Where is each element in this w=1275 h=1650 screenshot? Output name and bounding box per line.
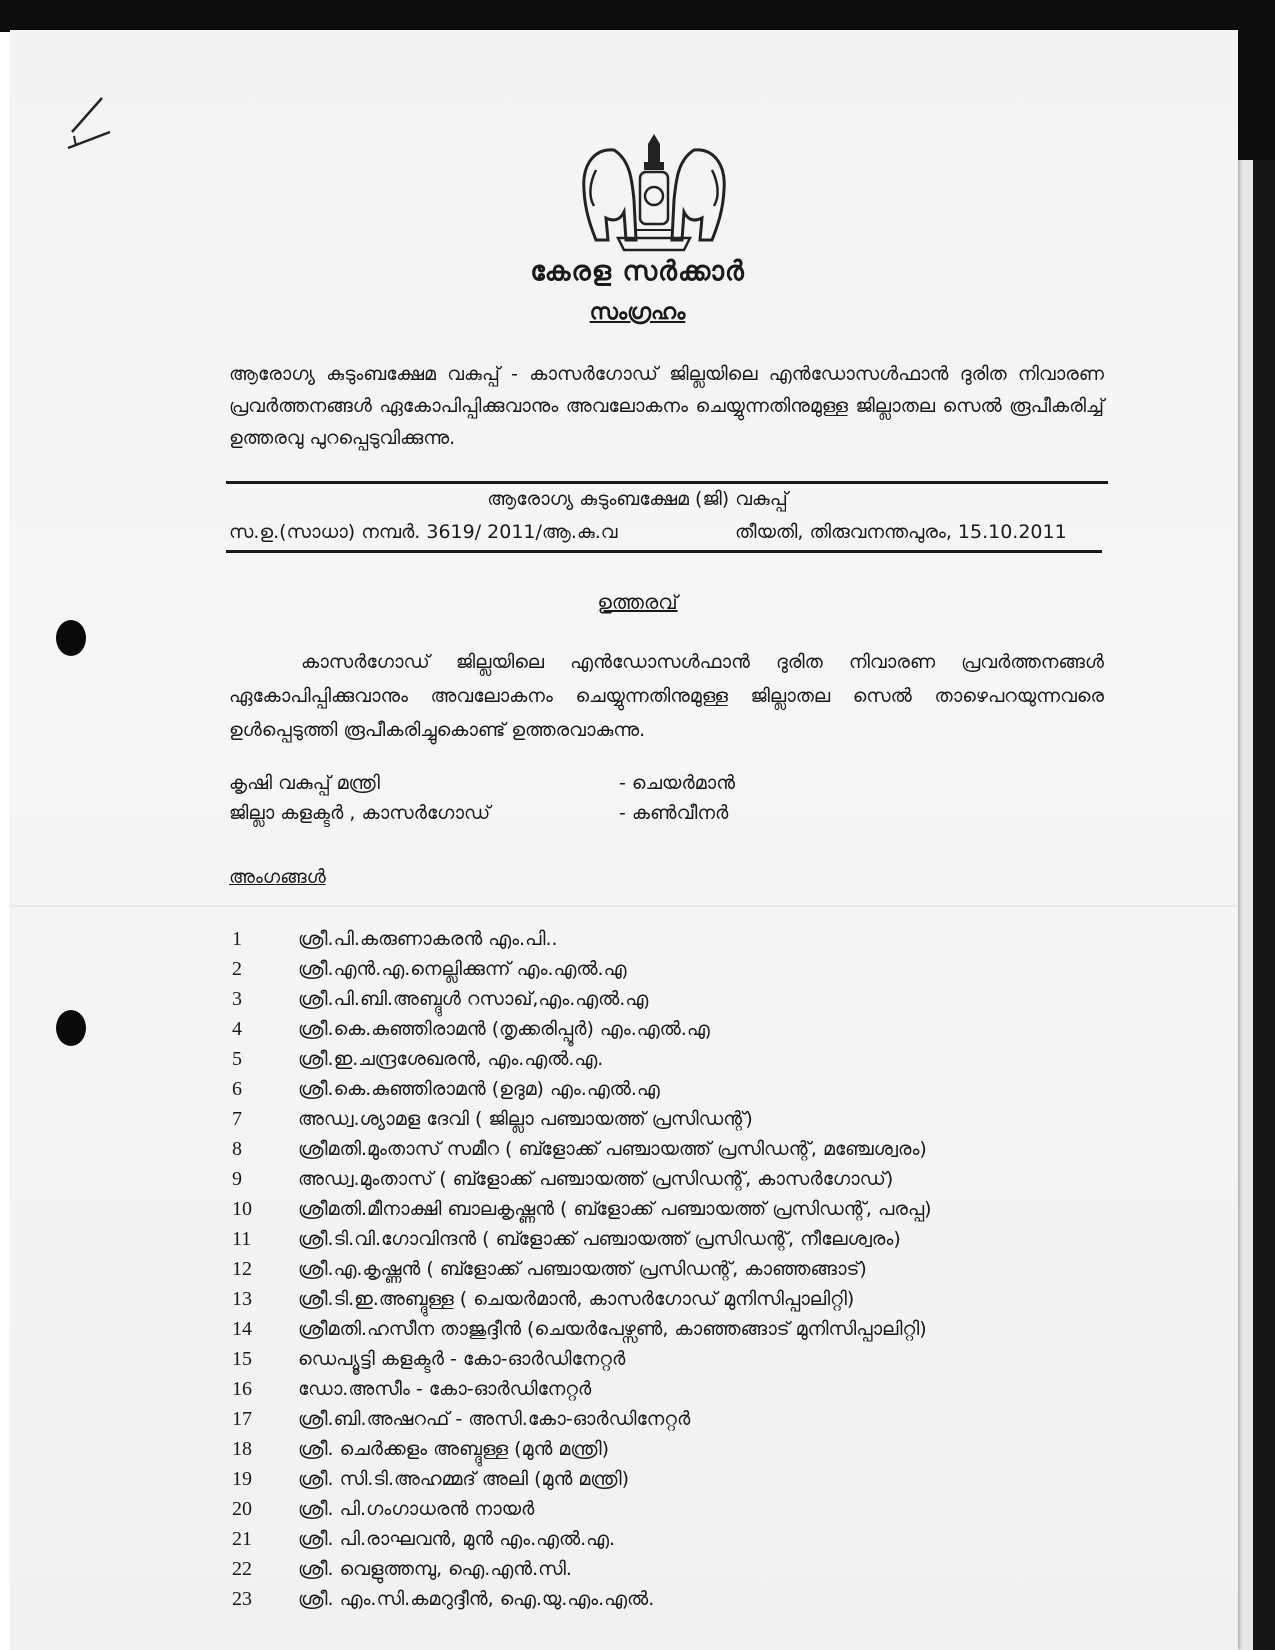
- member-number: 12: [232, 1258, 252, 1280]
- list-item: [232, 1344, 932, 1374]
- list-item: [232, 984, 932, 1014]
- department-name: ആരോഗ്യ കുടുംബക്ഷേമ (ജി) വകുപ്പ്: [487, 488, 788, 510]
- member-number: 20: [232, 1498, 252, 1520]
- abstract-heading: സംഗ്രഹം: [589, 300, 686, 325]
- paper-fold: [10, 905, 1238, 907]
- order-summary: ആരോഗ്യ കുടുംബക്ഷേമ വകുപ്പ് - കാസർഗോഡ് ജില്ലയിലെ എൻഡോസൾഫാൻ ദുരിത നിവാരണ പ്രവർത്തനങ്ങൾ ഏകോപിപ്പിക്കുവാനും അവലോകനം ചെയ്യുന്നതിനുമുള്ള ജില്ലാതല സെൽ രൂപീകരിച്ച് ഉത്തരവു പുറപ്പെടുവിക്കുന്നു.: [229, 363, 1104, 449]
- list-item: [232, 1224, 932, 1254]
- list-item: [232, 1284, 932, 1314]
- list-item: [232, 1134, 932, 1164]
- order-heading: ഉത്തരവ്: [597, 590, 678, 614]
- member-name: ശ്രീ. ചെർക്കളം അബ്ദുള്ള (മുൻ മന്ത്രി): [298, 1438, 610, 1460]
- list-item: [232, 1254, 932, 1284]
- member-name: ശ്രീ.ബി.അഷറഫ് - അസി.കോ-ഓർഡിനേറ്റർ: [298, 1408, 691, 1430]
- list-item: [232, 1554, 932, 1584]
- member-number: 6: [232, 1078, 242, 1100]
- list-item: [232, 1194, 932, 1224]
- member-name: ശ്രീ.കെ.കുഞ്ഞിരാമൻ (ഉദുമ) എം.എൽ.എ: [298, 1078, 660, 1100]
- member-name: ശ്രീമതി.മുംതാസ് സമീറ ( ബ്ളോക്ക് പഞ്ചായത്ത് പ്രസിഡന്റ്, മഞ്ചേശ്വരം): [298, 1138, 927, 1160]
- top-rule: [226, 481, 1108, 484]
- role-row-chairman: [229, 772, 735, 794]
- list-item: [232, 1464, 932, 1494]
- member-name: ശ്രീ.എ.കൃഷ്ണൻ ( ബ്ളോക്ക് പഞ്ചായത്ത് പ്രസിഡന്റ്, കാഞ്ഞങ്ങാട്): [298, 1258, 867, 1280]
- member-name: ശ്രീ. സി.ടി.അഹമ്മദ് അലി (മുൻ മന്ത്രി): [298, 1468, 630, 1490]
- member-number: 16: [232, 1378, 252, 1400]
- order-date: തീയതി, തിരുവനന്തപുരം, 15.10.2011: [735, 521, 1067, 543]
- member-number: 7: [232, 1108, 242, 1130]
- member-number: 21: [232, 1528, 252, 1550]
- member-number: 22: [232, 1558, 252, 1580]
- list-item: [232, 1404, 932, 1434]
- member-name: ശ്രീ.ടി.വി.ഗോവിന്ദൻ ( ബ്ളോക്ക് പഞ്ചായത്ത് പ്രസിഡന്റ്, നീലേശ്വരം): [298, 1228, 901, 1250]
- member-name: ഡോ.അസീം - കോ-ഓർഡിനേറ്റർ: [298, 1378, 592, 1400]
- members-list: [232, 924, 932, 1614]
- role-designation: - കൺവീനർ: [619, 802, 729, 824]
- member-name: ശ്രീ. പി.രാഘവൻ, മുൻ എം.എൽ.എ.: [298, 1528, 616, 1550]
- member-number: 4: [232, 1018, 242, 1040]
- member-number: 2: [232, 958, 242, 980]
- list-item: [232, 954, 932, 984]
- member-name: ഡെപ്യൂട്ടി കളക്ടർ - കോ-ഓർഡിനേറ്റർ: [298, 1348, 626, 1370]
- member-number: 23: [232, 1588, 252, 1610]
- bottom-rule: [226, 550, 1102, 553]
- list-item: [232, 1044, 932, 1074]
- member-name: അഡ്വ.മുംതാസ് ( ബ്ളോക്ക് പഞ്ചായത്ത് പ്രസിഡന്റ്, കാസർഗോഡ്): [298, 1168, 894, 1190]
- role-title: ജില്ലാ കളക്ടർ , കാസർഗോഡ്: [229, 802, 491, 824]
- member-number: 1: [232, 928, 242, 950]
- member-number: 10: [232, 1198, 252, 1220]
- list-item: [232, 1524, 932, 1554]
- role-designation: - ചെയർമാൻ: [619, 772, 736, 794]
- order-body: കാസർഗോഡ് ജില്ലയിലെ എൻഡോസൾഫാൻ ദുരിത നിവാരണ പ്രവർത്തനങ്ങൾ ഏകോപിപ്പിക്കുവാനും അവലോകനം ചെയ്യുന്നതിനുമുള്ള ജില്ലാതല സെൽ താഴെപറയുന്നവരെ ഉൾപ്പെടുത്തി രൂപീകരിച്ചുകൊണ്ട് ഉത്തരവാകുന്നു.: [229, 651, 1104, 741]
- member-name: ശ്രീ.പി.ബി.അബ്ദുൾ റസാഖ്,എം.എൽ.എ: [298, 988, 649, 1010]
- list-item: [232, 1314, 932, 1344]
- punch-hole-bottom: [56, 1010, 86, 1046]
- member-name: ശ്രീ.ഇ.ചന്ദ്രശേഖരൻ, എം.എൽ.എ.: [298, 1048, 604, 1070]
- role-row-convener: [229, 802, 728, 824]
- member-name: ശ്രീ.പി.കരുണാകരൻ എം.പി..: [298, 928, 558, 950]
- member-name: അഡ്വ.ശ്യാമള ദേവി ( ജില്ലാ പഞ്ചായത്ത് പ്രസിഡന്റ്): [298, 1108, 753, 1130]
- order-number: സ.ഉ.(സാധാ) നമ്പർ. 3619/ 2011/ആ.കു.വ: [229, 521, 618, 543]
- member-name: ശ്രീ. പി.ഗംഗാധരൻ നായർ: [298, 1498, 535, 1520]
- list-item: [232, 1164, 932, 1194]
- member-number: 18: [232, 1438, 252, 1460]
- member-number: 5: [232, 1048, 242, 1070]
- scan-background-right-lower: [1253, 160, 1275, 1650]
- member-number: 13: [232, 1288, 252, 1310]
- list-item: [232, 1014, 932, 1044]
- member-number: 11: [232, 1228, 252, 1250]
- member-number: 19: [232, 1468, 252, 1490]
- scan-background-top: [0, 0, 1275, 32]
- list-item: [232, 1074, 932, 1104]
- punch-hole-top: [56, 620, 86, 656]
- member-number: 3: [232, 988, 242, 1010]
- member-name: ശ്രീ.ടി.ഇ.അബ്ദുള്ള ( ചെയർമാൻ, കാസർഗോഡ് മുനിസിപ്പാലിറ്റി): [298, 1288, 855, 1310]
- list-item: [232, 1584, 932, 1614]
- member-name: ശ്രീ. എം.സി.കമറുദ്ദീൻ, ഐ.യു.എം.എൽ.: [298, 1588, 655, 1610]
- underlying-page-edge: [1238, 160, 1253, 1650]
- list-item: [232, 1434, 932, 1464]
- member-name: ശ്രീ.കെ.കുഞ്ഞിരാമൻ (തൃക്കരിപ്പൂർ) എം.എൽ.എ: [298, 1018, 710, 1040]
- member-number: 15: [232, 1348, 252, 1370]
- member-name: ശ്രീമതി.ഹസീന താജുദ്ദീൻ (ചെയർപേഴ്സൺ, കാഞ്ഞങ്ങാട് മുനിസിപ്പാലിറ്റി): [298, 1318, 927, 1340]
- government-title: കേരള സർക്കാർ: [530, 256, 745, 287]
- kerala-state-emblem-icon: [574, 130, 734, 255]
- handwritten-tick-mark: [64, 92, 124, 152]
- list-item: [232, 1104, 932, 1134]
- list-item: [232, 924, 932, 954]
- member-number: 8: [232, 1138, 242, 1160]
- member-name: ശ്രീ.എൻ.എ.നെല്ലിക്കുന്ന് എം.എൽ.എ: [298, 958, 627, 980]
- member-name: ശ്രീ. വെളുത്തമ്പു, ഐ.എൻ.സി.: [298, 1558, 572, 1580]
- scan-background-right: [1237, 0, 1275, 160]
- member-number: 14: [232, 1318, 252, 1340]
- list-item: [232, 1494, 932, 1524]
- list-item: [232, 1374, 932, 1404]
- member-number: 9: [232, 1168, 242, 1190]
- members-heading: അംഗങ്ങൾ: [229, 866, 326, 888]
- member-name: ശ്രീമതി.മീനാക്ഷി ബാലകൃഷ്ണൻ ( ബ്ളോക്ക് പഞ്ചായത്ത് പ്രസിഡന്റ്, പരപ്പ): [298, 1198, 932, 1220]
- role-title: കൃഷി വകുപ്പ് മന്ത്രി: [229, 772, 380, 794]
- member-number: 17: [232, 1408, 252, 1430]
